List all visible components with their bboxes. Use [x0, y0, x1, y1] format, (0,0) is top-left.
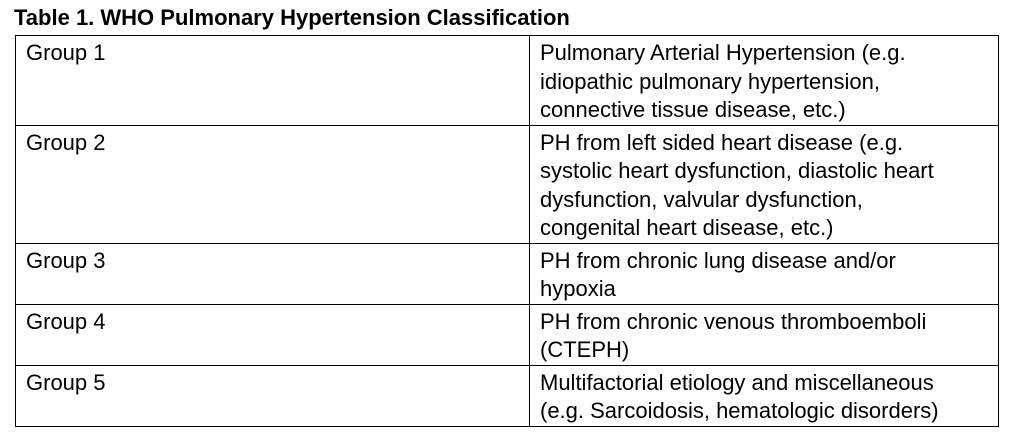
table-row — [16, 304, 999, 365]
description-line: PH from chronic lung disease and/or — [540, 247, 896, 273]
description-line: PH from chronic venous thromboemboli — [540, 308, 927, 334]
description-line: connective tissue disease, etc.) — [540, 97, 846, 122]
table-row — [16, 125, 999, 243]
description-line: Pulmonary Arterial Hypertension (e.g. — [540, 40, 906, 65]
description-cell — [530, 243, 999, 304]
group-cell: Group 5 — [16, 365, 530, 426]
description-line: (CTEPH) — [540, 337, 630, 362]
table-row — [16, 365, 999, 426]
description-cell — [530, 36, 999, 126]
description-line: idiopathic pulmonary hypertension, — [540, 68, 880, 94]
group-cell: Group 3 — [16, 243, 530, 304]
table-caption: Table 1. WHO Pulmonary Hypertension Classification — [14, 5, 570, 30]
description-line: PH from left sided heart disease (e.g. — [540, 129, 904, 155]
description-cell — [530, 125, 999, 243]
description-line: congenital heart disease, etc.) — [540, 215, 834, 240]
group-cell: Group 1 — [16, 36, 530, 126]
description-line: (e.g. Sarcoidosis, hematologic disorders) — [540, 398, 939, 423]
description-line: systolic heart dysfunction, diastolic heart — [540, 158, 934, 183]
description-line: hypoxia — [540, 276, 616, 301]
description-cell — [530, 365, 999, 426]
description-line: dysfunction, valvular dysfunction, — [540, 186, 863, 212]
description-cell — [530, 304, 999, 365]
description-line: Multifactorial etiology and miscellaneous — [540, 369, 934, 395]
group-cell: Group 4 — [16, 304, 530, 365]
table-row — [16, 243, 999, 304]
who-classification-table — [15, 35, 999, 427]
table-row — [16, 36, 999, 126]
group-cell: Group 2 — [16, 125, 530, 243]
